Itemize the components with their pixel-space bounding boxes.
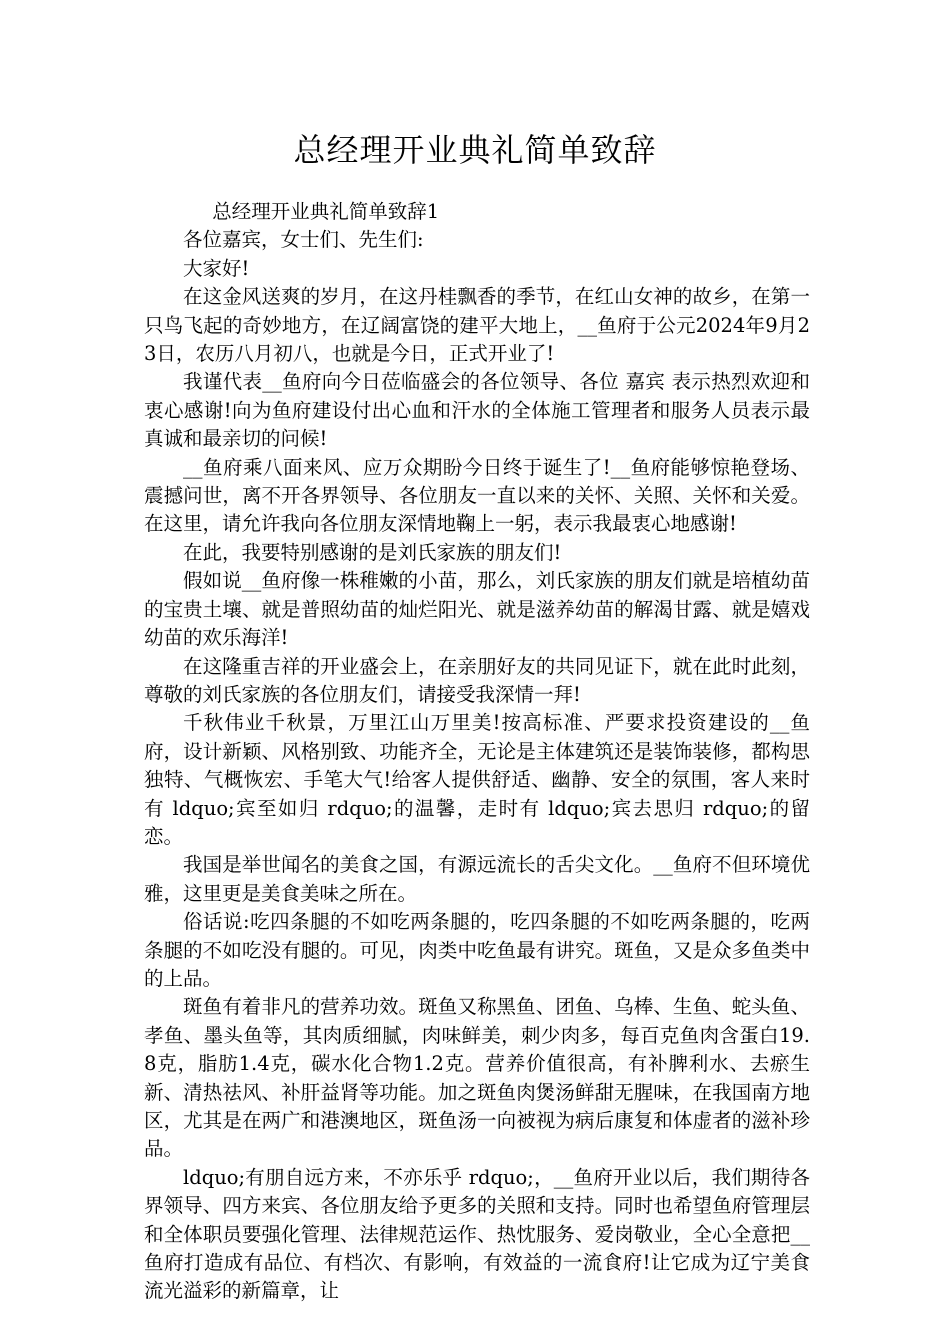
paragraph: 千秋伟业千秋景，万里江山万里美!按高标准、严要求投资建设的__鱼府，设计新颖、风格别致、功能齐全，无论是主体建筑还是装饰装修，都构思独特、气概恢宏、手笔大气!给客人提供舒适、幽静、安全的氛围，客人来时有 ldquo;宾至如归 rdquo;的温馨，走时有 ldquo;宾去思归 rdquo;的留恋。 (144, 711, 810, 848)
paragraph: 在这隆重吉祥的开业盛会上，在亲朋好友的共同见证下，就在此时此刻，尊敬的刘氏家族的各位朋友们，请接受我深情一拜! (144, 654, 810, 706)
greeting: 大家好! (183, 256, 250, 280)
paragraph: ldquo;有朋自远方来，不亦乐乎 rdquo;，__鱼府开业以后，我们期待各界领导、四方来宾、各位朋友给予更多的关照和支持。同时也希望鱼府管理层和全体职员要强化管理、法律规范运作、热忱服务、爱岗敬业，全心全意把__鱼府打造成有品位、有档次、有影响，有效益的一流食府!让它成为辽宁美食流光溢彩的新篇章，让 (144, 1165, 810, 1303)
paragraph: 假如说__鱼府像一株稚嫩的小苗，那么，刘氏家族的朋友们就是培植幼苗的宝贵土壤、就是普照幼苗的灿烂阳光、就是滋养幼苗的解渴甘露、就是嬉戏幼苗的欢乐海洋! (144, 569, 810, 650)
paragraph: 斑鱼有着非凡的营养功效。斑鱼又称黑鱼、团鱼、乌棒、生鱼、蛇头鱼、孝鱼、墨头鱼等，其肉质细腻，肉味鲜美，刺少肉多，每百克鱼肉含蛋白19.8克，脂肪1.4克，碳水化合物1.2克。营养价值很高，有补脾利水、去瘀生新、清热祛风、补肝益肾等功能。加之斑鱼肉煲汤鲜甜无腥味，在我国南方地区，尤其是在两广和港澳地区，斑鱼汤一向被视为病后康复和体虚者的滋补珍品。 (144, 995, 810, 1161)
paragraph: 在此，我要特别感谢的是刘氏家族的朋友们! (183, 540, 562, 564)
paragraph: __鱼府乘八面来风、应万众期盼今日终于诞生了!__鱼府能够惊艳登场、震撼问世，离不开各界领导、各位朋友一直以来的关怀、关照、关怀和关爱。在这里，请允许我向各位朋友深情地鞠上一躬，表示我最衷心地感谢! (144, 455, 810, 536)
document-body (144, 198, 810, 1306)
paragraph: 在这金风送爽的岁月，在这丹桂飘香的季节，在红山女神的故乡，在第一只鸟飞起的奇妙地方，在辽阔富饶的建平大地上，__鱼府于公元2024年9月23日，农历八月初八，也就是今日，正式开业了! (144, 285, 810, 366)
paragraph: 俗话说:吃四条腿的不如吃两条腿的，吃四条腿的不如吃两条腿的，吃两条腿的不如吃没有腿的。可见，肉类中吃鱼最有讲究。斑鱼，又是众多鱼类中的上品。 (144, 910, 810, 990)
paragraph: 我谨代表__鱼府向今日莅临盛会的各位领导、各位 嘉宾 表示热烈欢迎和衷心感谢!向为鱼府建设付出心血和汗水的全体施工管理者和服务人员表示最真诚和最亲切的问候! (144, 370, 810, 451)
document-title: 总经理开业典礼简单致辞 (293, 131, 657, 169)
paragraph: 我国是举世闻名的美食之国，有源远流长的舌尖文化。__鱼府不但环境优雅，这里更是美食美味之所在。 (144, 853, 810, 905)
salutation: 各位嘉宾，女士们、先生们: (183, 228, 424, 252)
section-heading: 总经理开业典礼简单致辞1 (212, 200, 440, 223)
